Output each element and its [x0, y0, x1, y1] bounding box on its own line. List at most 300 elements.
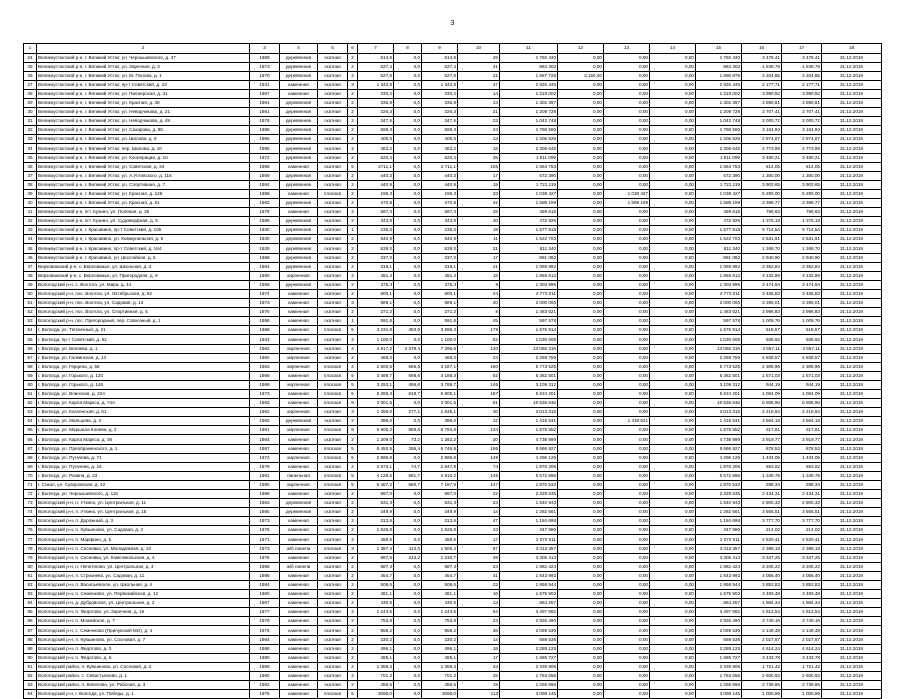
table-row	[24, 180, 882, 189]
table-row	[24, 435, 882, 444]
table-cell: 16	[458, 590, 500, 599]
table-cell: 1 258 866	[696, 680, 742, 689]
table-cell: 4 773,69	[782, 144, 822, 153]
table-cell: плоская	[318, 544, 348, 553]
table-cell: 49	[24, 280, 37, 289]
table-cell: 7 167,9	[422, 480, 458, 489]
table-cell: 2	[348, 98, 358, 107]
table-row	[24, 453, 882, 462]
table-cell: 31.12.2019	[822, 299, 882, 308]
table-cell: Верховажский р-н, с. Верховажье, ул. Пригородная, д. 9	[37, 271, 250, 280]
table-cell: Верховажский р-н, с. Верховажье, ул. Школьная, д. 3	[37, 262, 250, 271]
table-cell: скатная	[318, 144, 348, 153]
table-cell: 0,00	[604, 180, 650, 189]
table-cell: 0,00	[604, 544, 650, 553]
table-cell: 0,00	[558, 626, 604, 635]
table-cell: 72	[24, 490, 37, 499]
table-cell: 3 204,85	[742, 71, 782, 80]
table-cell: 4 614,24	[742, 644, 782, 653]
table-cell: 85	[24, 608, 37, 617]
table-cell: 1974	[250, 289, 280, 298]
table-cell: 1964	[250, 262, 280, 271]
table-cell: 326,3	[358, 108, 394, 117]
table-cell: 45	[24, 244, 37, 253]
table-cell: 113,0	[394, 544, 422, 553]
table-cell: 2 995,8	[422, 453, 458, 462]
table-cell: 3 483,48	[782, 590, 822, 599]
table-cell: скатная	[318, 108, 348, 117]
table-cell: 31	[458, 244, 500, 253]
table-cell: 0,00	[558, 244, 604, 253]
table-cell: 0,0	[394, 317, 422, 326]
column-number-4: 4	[280, 44, 318, 54]
column-number-3: 3	[250, 44, 280, 54]
table-cell: 52	[24, 308, 37, 317]
table-cell: 0,00	[558, 653, 604, 662]
table-cell: 1 843 992	[696, 571, 742, 580]
table-cell: 0,00	[650, 690, 696, 699]
table-cell: скатная	[318, 417, 348, 426]
table-cell: 2	[348, 562, 358, 571]
table-cell: 405,6	[358, 135, 394, 144]
table-cell: г. Вологда, ул. Преображенского, д. 1	[37, 444, 250, 453]
table-cell: 0,00	[558, 180, 604, 189]
table-cell: 371,2	[358, 308, 394, 317]
table-cell: 0,00	[650, 680, 696, 689]
table-cell: 0,00	[558, 199, 604, 208]
table-cell: 518,57	[782, 326, 822, 335]
table-cell: 8	[458, 280, 500, 289]
table-cell: 991 082	[696, 253, 742, 262]
table-cell: каменная	[280, 580, 318, 589]
table-cell: 0,0	[394, 153, 422, 162]
table-cell: Вологодский р-н, п. Уткино, ул. Центральная, д. 15	[37, 508, 250, 517]
table-cell: 591,8	[422, 317, 458, 326]
table-cell: 80	[24, 562, 37, 571]
table-cell: г. Вологда, ул. Горького, д. 148	[37, 380, 250, 389]
table-cell: 0,0	[394, 580, 422, 589]
table-cell: скатная	[318, 608, 348, 617]
table-row	[24, 480, 882, 489]
table-cell: 568,3	[422, 126, 458, 135]
table-cell: 2 531,91	[742, 235, 782, 244]
table-cell: 54	[458, 608, 500, 617]
table-cell: 0,00	[650, 135, 696, 144]
table-cell: 0,00	[650, 599, 696, 608]
table-cell: 34	[24, 144, 37, 153]
table-cell: 1 721,42	[782, 662, 822, 671]
table-cell: г. Вологда, ул. Разина, д. 23	[37, 471, 250, 480]
table-cell: 1 599 199	[500, 199, 558, 208]
table-cell: кирпичная	[280, 426, 318, 435]
table-cell: 2 000 000	[500, 299, 558, 308]
table-cell: 3 109 312	[696, 380, 742, 389]
table-cell: 459,5	[358, 680, 394, 689]
table-cell: 0,00	[650, 462, 696, 471]
table-row	[24, 571, 882, 580]
table-cell: 472 925	[696, 217, 742, 226]
table-cell: 5 905,2	[358, 426, 394, 435]
table-cell: 958,2	[358, 626, 394, 635]
table-cell: 4 917,2	[358, 344, 394, 353]
table-cell: 31.12.2019	[822, 617, 882, 626]
table-cell: 0,00	[558, 289, 604, 298]
table-cell: 5	[348, 371, 358, 380]
table-cell: 68	[24, 453, 37, 462]
table-cell: 0,0	[394, 626, 422, 635]
table-cell: скатная	[318, 153, 348, 162]
table-cell: 2	[348, 417, 358, 426]
table-cell: 1 721 119	[500, 180, 558, 189]
table-cell: 2 995,8	[358, 453, 394, 462]
table-cell: 113	[458, 690, 500, 699]
table-cell: плоская	[318, 471, 348, 480]
table-cell: 5 572 596	[696, 471, 742, 480]
table-cell: 20	[458, 299, 500, 308]
table-cell: 5	[348, 389, 358, 398]
table-cell: 0,00	[604, 490, 650, 499]
table-cell: 0,00	[650, 635, 696, 644]
table-cell: 1 750 430	[500, 53, 558, 62]
table-cell: каменная	[280, 526, 318, 535]
table-cell: 0,00	[558, 608, 604, 617]
table-cell: 1 209,0	[358, 435, 394, 444]
table-cell: 3 395,01	[782, 299, 822, 308]
table-cell: 31.12.2019	[822, 608, 882, 617]
table-cell: 1 882 424	[696, 562, 742, 571]
table-cell: 2	[348, 462, 358, 471]
table-cell: 0,00	[650, 580, 696, 589]
table-cell: 59	[24, 371, 37, 380]
table-cell: 13	[458, 98, 500, 107]
table-row	[24, 162, 882, 171]
table-cell: 2	[348, 353, 358, 362]
table-cell: 2 388,18	[782, 544, 822, 553]
table-cell: 3 305 413	[500, 553, 558, 562]
table-cell: 0,00	[558, 453, 604, 462]
table-cell: плоская	[318, 326, 348, 335]
table-cell: 5	[348, 690, 358, 699]
table-cell: 31.12.2019	[822, 253, 882, 262]
table-cell: 93	[24, 680, 37, 689]
table-cell: 0,00	[558, 590, 604, 599]
table-cell: 349,9	[358, 508, 394, 517]
table-cell: 371,2	[422, 308, 458, 317]
table-cell: 17	[458, 253, 500, 262]
table-cell: 1966	[250, 135, 280, 144]
table-cell: 2 940,90	[782, 253, 822, 262]
table-cell: 1982	[250, 680, 280, 689]
table-cell: 2	[348, 171, 358, 180]
table-cell: 0,00	[604, 580, 650, 589]
table-cell: 0,00	[650, 326, 696, 335]
table-cell: Вологодский р-н, п. Федотово, д. 3	[37, 644, 250, 653]
table-cell: каменная	[280, 617, 318, 626]
table-cell: 335,8	[358, 98, 394, 107]
table-cell: скатная	[318, 353, 348, 362]
table-cell: 3 749,16	[782, 617, 822, 626]
table-cell: 1 625,9	[422, 526, 458, 535]
table-cell: кирпичная	[280, 344, 318, 353]
table-cell: Вологодский р-н, пос. Вохтога, ул. Спортивная, д. 5	[37, 308, 250, 317]
table-cell: 33	[458, 189, 500, 198]
table-cell: 4 132,99	[782, 271, 822, 280]
table-cell: плоская	[318, 453, 348, 462]
table-cell: 520,4	[358, 153, 394, 162]
table-cell: 81	[458, 399, 500, 408]
table-cell: Вологодский р-н, п. Федотово, д. 6	[37, 653, 250, 662]
table-cell: 454,7	[358, 571, 394, 580]
table-cell: 3 919,77	[742, 435, 782, 444]
table-cell: 572 390	[500, 171, 558, 180]
table-cell: 2	[348, 53, 358, 62]
table-cell: 854 257	[500, 599, 558, 608]
table-cell: деревянная	[280, 280, 318, 289]
table-cell: 31.12.2019	[822, 408, 882, 417]
table-row	[24, 380, 882, 389]
table-cell: г. Вологда, ул. Беляева, д. 1	[37, 344, 250, 353]
table-cell: 1 483 621	[696, 308, 742, 317]
table-cell: 0,00	[650, 226, 696, 235]
table-cell: 3 880,81	[742, 98, 782, 107]
table-cell: Вологодский р-н, п. Семенково, ул. Первомайская, д. 12	[37, 590, 250, 599]
table-cell: 1 843 992	[500, 571, 558, 580]
table-cell: 4 128,5	[358, 471, 394, 480]
table-cell: 47	[458, 80, 500, 89]
table-cell: 0,00	[650, 171, 696, 180]
table-cell: 2	[348, 635, 358, 644]
table-cell: 1 483 621	[500, 308, 558, 317]
table-cell: 2 434,31	[742, 490, 782, 499]
table-row	[24, 344, 882, 353]
table-cell: 1 984,34	[782, 599, 822, 608]
table-cell: 0,0	[394, 262, 422, 271]
table-cell: 82	[24, 580, 37, 589]
table-cell: 0,00	[558, 635, 604, 644]
table-cell: 0,0	[394, 635, 422, 644]
table-cell: 0,00	[650, 535, 696, 544]
table-cell: деревянная	[280, 199, 318, 208]
table-cell: 0,0	[394, 662, 422, 671]
table-cell: 0,00	[650, 444, 696, 453]
table-cell: 0,00	[650, 590, 696, 599]
table-cell: 0,0	[394, 417, 422, 426]
table-cell: 0,00	[558, 371, 604, 380]
table-cell: 3 777,70	[742, 517, 782, 526]
table-cell: 0,00	[650, 117, 696, 126]
table-cell: каменная	[280, 662, 318, 671]
table-cell: плоская	[318, 371, 348, 380]
table-cell: 1 282 561	[500, 508, 558, 517]
table-cell: каменная	[280, 671, 318, 680]
table-cell: 472 925	[500, 217, 558, 226]
column-number-9: 9	[422, 44, 458, 54]
table-cell: 3 990,92	[782, 89, 822, 98]
table-cell: 398,0	[358, 417, 394, 426]
table-cell: 330,2	[358, 635, 394, 644]
table-cell: 1 622 703	[500, 235, 558, 244]
table-cell: 31.12.2019	[822, 308, 882, 317]
table-cell: 214,02	[782, 526, 822, 535]
table-cell: 1 342,8	[358, 80, 394, 89]
table-cell: Вологодский р-н, г. Вологда, ул. Победы, д. 1	[37, 690, 250, 699]
table-cell: 0,00	[604, 344, 650, 353]
table-cell: 1 882 424	[500, 562, 558, 571]
table-cell: 1 318 002	[500, 89, 558, 98]
table-cell: 1 009,76	[782, 317, 822, 326]
table-cell: деревянная	[280, 144, 318, 153]
table-cell: 496,1	[358, 644, 394, 653]
table-cell: 0,0	[394, 499, 422, 508]
table-cell: 889,6	[394, 426, 422, 435]
table-cell: 1 665 727	[696, 653, 742, 662]
table-cell: скатная	[318, 571, 348, 580]
table-cell: г. Вологда, ул. Козленская, д. 61	[37, 408, 250, 417]
table-cell: 1 269,70	[742, 244, 782, 253]
table-cell: 1 870 532	[696, 480, 742, 489]
table-cell: 76	[24, 526, 37, 535]
table-cell: 0,00	[650, 144, 696, 153]
table-cell: 2 218,94	[742, 408, 782, 417]
table-cell: 24	[458, 126, 500, 135]
table-cell: 799,63	[782, 208, 822, 217]
table-cell: 145	[458, 471, 500, 480]
table-cell: 53	[24, 317, 37, 326]
table-row	[24, 235, 882, 244]
table-cell: 0,00	[558, 62, 604, 71]
table-row	[24, 71, 882, 80]
table-cell: 0,00	[558, 89, 604, 98]
table-row	[24, 626, 882, 635]
table-cell: 0,00	[650, 80, 696, 89]
table-cell: 0,00	[558, 344, 604, 353]
table-cell: 1967	[250, 599, 280, 608]
table-cell: 0,00	[604, 62, 650, 71]
table-cell: Вологодский район, п. Кипелово, ул. Рабочая, д. 3	[37, 680, 250, 689]
table-cell: 313,6	[422, 517, 458, 526]
table-cell: 0,00	[558, 480, 604, 489]
table-cell: Великоустюгский р-н, г. Великий Устюг, ул. Спортивная, д. 7	[37, 180, 250, 189]
table-cell: Вологодский р-н, с. Вохтога, ул. Мира, д. 14	[37, 280, 250, 289]
table-cell: 4 520,41	[742, 535, 782, 544]
table-cell: 1 875 552	[500, 426, 558, 435]
table-cell: 56	[24, 344, 37, 353]
table-cell: 0,00	[558, 326, 604, 335]
table-cell: 31.12.2019	[822, 389, 882, 398]
header-row	[24, 44, 882, 54]
table-cell: 1 375,18	[742, 217, 782, 226]
table-cell: 0,00	[604, 244, 650, 253]
table-cell: 0,00	[650, 189, 696, 198]
table-cell: 31	[458, 571, 500, 580]
table-cell: 531,3	[358, 499, 394, 508]
table-cell: 343,9	[422, 217, 458, 226]
table-cell: 0,00	[604, 462, 650, 471]
table-cell: 0,00	[558, 362, 604, 371]
table-cell: каменная	[280, 162, 318, 171]
table-row	[24, 426, 882, 435]
table-cell: 0,00	[604, 98, 650, 107]
table-cell: 5 666 927	[500, 444, 558, 453]
table-cell: 0,0	[394, 653, 422, 662]
table-cell: 0,00	[604, 644, 650, 653]
table-cell: Великоустюгский р-н, г. Великий Устюг, ул. Неводчикова, д. 49	[37, 117, 250, 126]
table-cell: 0,00	[558, 526, 604, 535]
table-cell: 485,1	[422, 653, 458, 662]
table-cell: 4	[348, 344, 358, 353]
table-cell: 0,00	[558, 662, 604, 671]
table-cell: 3 707,41	[782, 108, 822, 117]
table-cell: 1975	[250, 690, 280, 699]
table-cell: 13 065 316	[696, 344, 742, 353]
table-cell: каменная	[280, 462, 318, 471]
table-cell: 2 773 011	[696, 289, 742, 298]
table-cell: 2 059 635	[500, 626, 558, 635]
table-cell: 597 578	[696, 317, 742, 326]
table-cell: 1986	[250, 162, 280, 171]
table-cell: 2	[348, 608, 358, 617]
table-row	[24, 362, 882, 371]
table-cell: каменная	[280, 389, 318, 398]
table-cell: кирпичная	[280, 271, 318, 280]
table-cell: 12	[458, 417, 500, 426]
table-cell: 0,00	[650, 371, 696, 380]
table-cell: 31.12.2019	[822, 262, 882, 271]
table-cell: 1 342,8	[422, 80, 458, 89]
table-cell: 5 624 201	[500, 389, 558, 398]
table-row	[24, 499, 882, 508]
table-cell: скатная	[318, 335, 348, 344]
table-cell: 680,7	[394, 480, 422, 489]
table-cell: 288,34	[742, 480, 782, 489]
table-cell: каменная	[280, 444, 318, 453]
table-cell: каменная	[280, 590, 318, 599]
table-cell: 3 483,48	[742, 590, 782, 599]
table-cell: 3 665,51	[742, 508, 782, 517]
table-cell: 0,00	[650, 562, 696, 571]
table-cell: 1 038 427	[604, 189, 650, 198]
table-cell: 2 072 611	[696, 535, 742, 544]
table-cell: 0,00	[558, 671, 604, 680]
table-cell: 1 030 609	[500, 335, 558, 344]
table-cell: 589,1	[358, 299, 394, 308]
table-cell: 0,00	[604, 308, 650, 317]
table-cell: 2 000 000	[696, 299, 742, 308]
table-cell: 31.12.2019	[822, 653, 882, 662]
table-cell: 0,0	[394, 599, 422, 608]
column-number-12: 12	[558, 44, 604, 54]
table-cell: 31.12.2019	[822, 644, 882, 653]
table-cell: 811 340	[696, 244, 742, 253]
table-cell: г. Вологда, ул. Чернышевского, д. 115	[37, 490, 250, 499]
table-cell: кирпичная	[280, 480, 318, 489]
table-cell: 65	[24, 426, 37, 435]
table-cell: скатная	[318, 508, 348, 517]
table-row	[24, 53, 882, 62]
table-cell: 2	[348, 590, 358, 599]
table-cell: 61	[24, 389, 37, 398]
table-cell: 0,00	[604, 562, 650, 571]
table-cell: 1 184 698	[500, 517, 558, 526]
table-cell: 31.12.2019	[822, 626, 882, 635]
table-cell: 5	[348, 326, 358, 335]
table-cell: 0,00	[604, 508, 650, 517]
table-cell: 146	[458, 380, 500, 389]
table-cell: скатная	[318, 490, 348, 499]
table-cell: 587,3	[422, 562, 458, 571]
table-cell: 9	[348, 426, 358, 435]
table-cell: Вологодский р-н, п. Кувшиново, ул. Сосновая, д. 7	[37, 635, 250, 644]
